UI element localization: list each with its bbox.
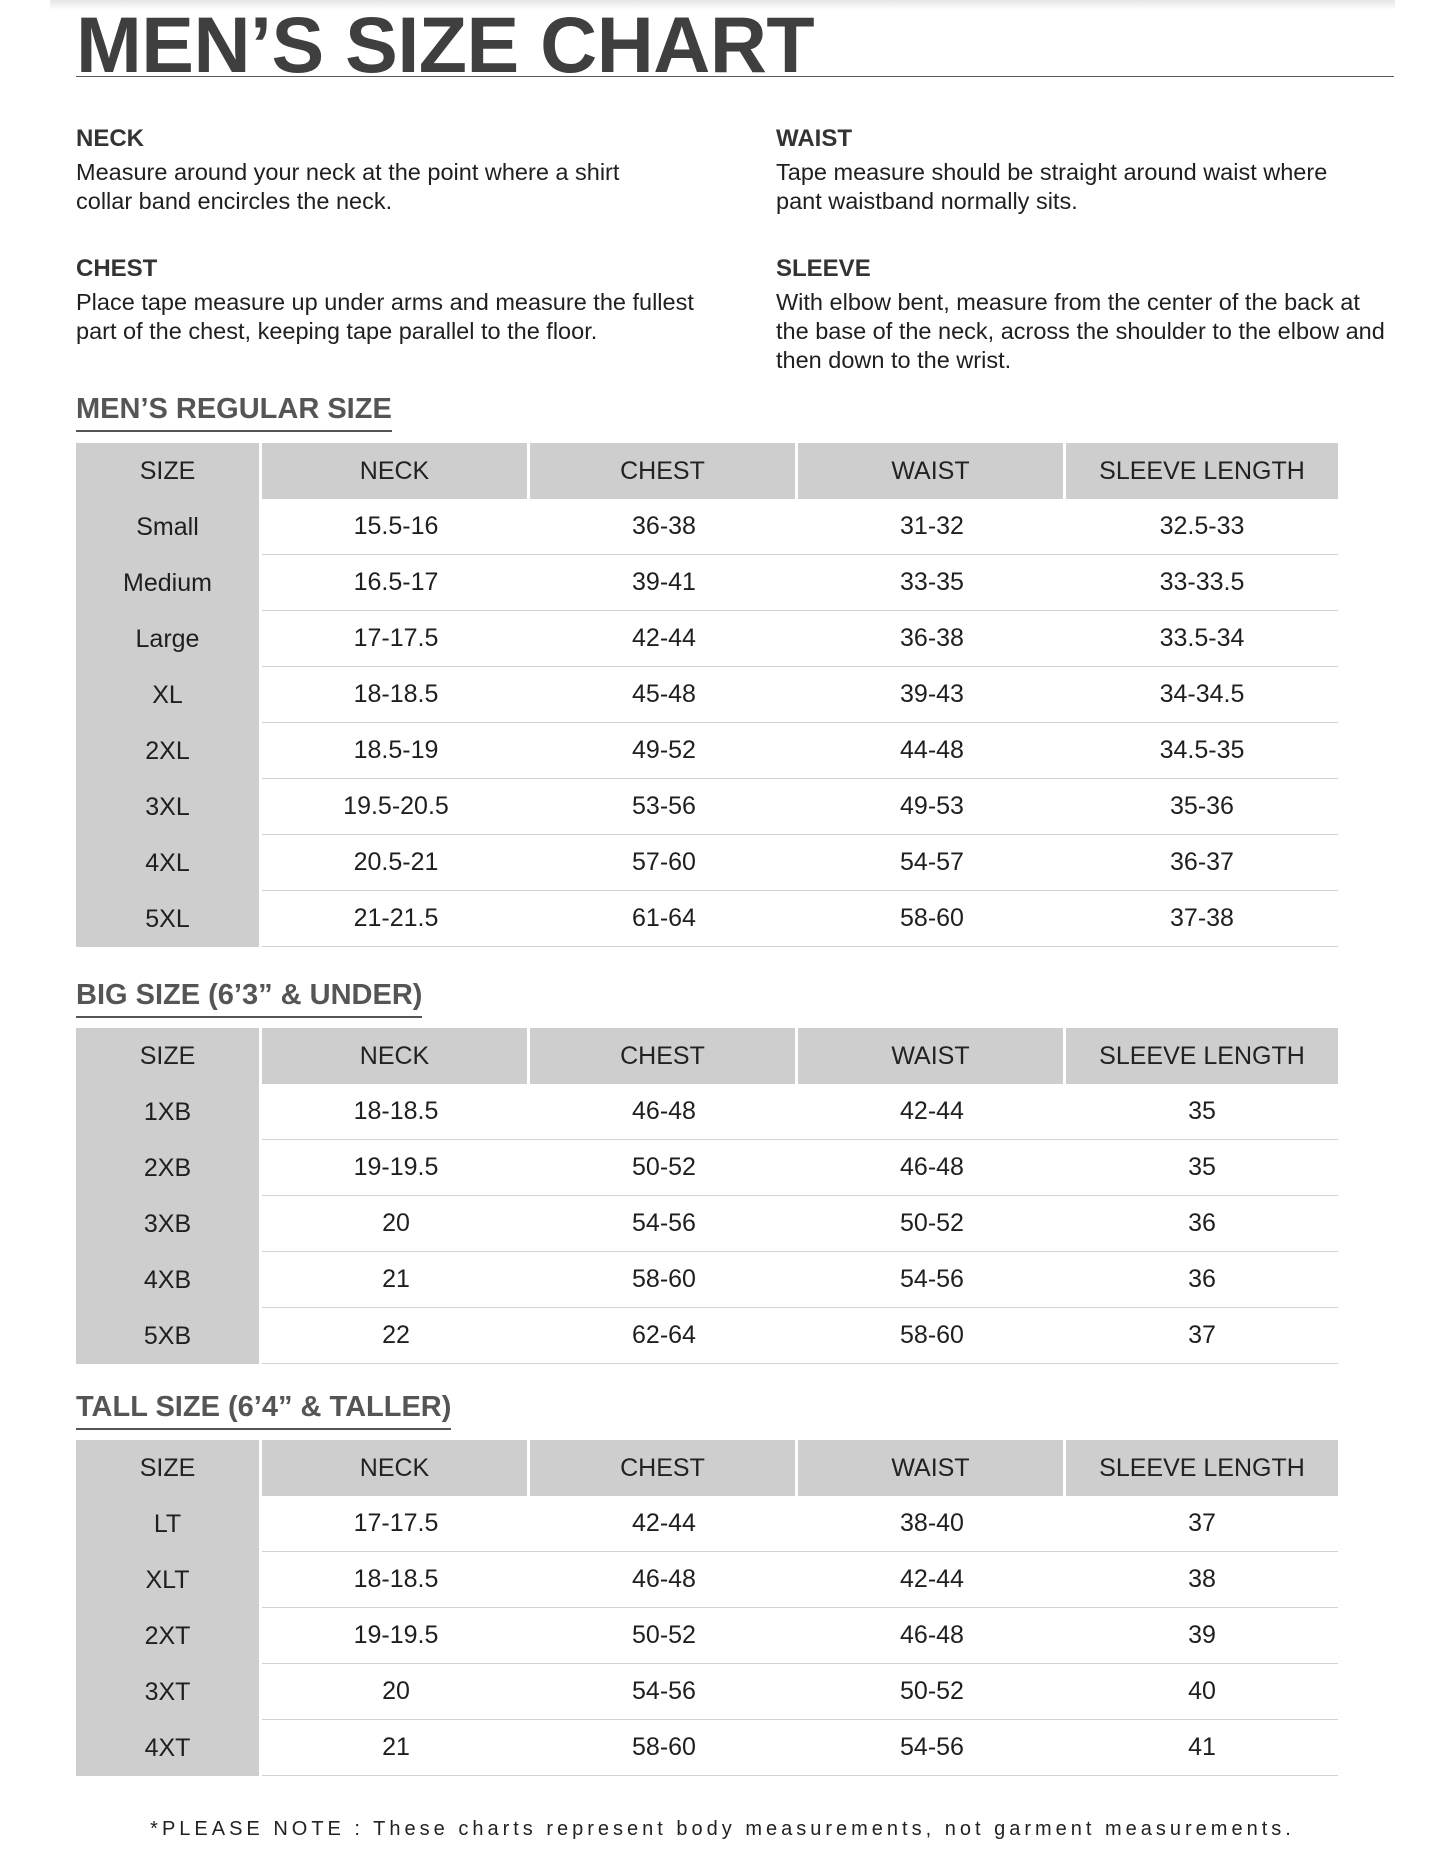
measurement-cell: 37 [1066, 1496, 1338, 1552]
size-label-cell: 3XT [76, 1664, 262, 1720]
size-label-cell: 5XB [76, 1308, 262, 1364]
column-header: WAIST [798, 1440, 1066, 1496]
measurement-cell: 39-43 [798, 667, 1066, 723]
measurement-cell: 46-48 [798, 1608, 1066, 1664]
measurement-cell: 36 [1066, 1196, 1338, 1252]
table-header-row [76, 443, 1338, 499]
measurement-cell: 54-56 [530, 1664, 798, 1720]
table-header-row [76, 1440, 1338, 1496]
table-row [76, 555, 1338, 611]
measurement-cell: 18.5-19 [262, 723, 530, 779]
table-row [76, 1664, 1338, 1720]
table-header-row [76, 1028, 1338, 1084]
measurement-cell: 38 [1066, 1552, 1338, 1608]
measurement-cell: 36-38 [530, 499, 798, 555]
measurement-cell: 40 [1066, 1664, 1338, 1720]
measurement-cell: 34.5-35 [1066, 723, 1338, 779]
size-label-cell: 1XB [76, 1084, 262, 1140]
sleeve-guide-text: With elbow bent, measure from the center of the back at the base of the neck, across the shoulder to the elbow and then down to the wrist. [776, 289, 1385, 373]
table-row [76, 1308, 1338, 1364]
size-label-cell: 2XT [76, 1608, 262, 1664]
column-header: WAIST [798, 443, 1066, 499]
measurement-cell: 17-17.5 [262, 1496, 530, 1552]
measurement-cell: 19-19.5 [262, 1140, 530, 1196]
measurement-cell: 50-52 [798, 1196, 1066, 1252]
measurement-cell: 58-60 [798, 1308, 1066, 1364]
tall-size-table [76, 1440, 1338, 1776]
table-row [76, 835, 1338, 891]
measurement-cell: 18-18.5 [262, 667, 530, 723]
table-row [76, 499, 1338, 555]
table-row [76, 779, 1338, 835]
measurement-cell: 36-37 [1066, 835, 1338, 891]
size-label-cell: 4XT [76, 1720, 262, 1776]
size-label-cell: 2XB [76, 1140, 262, 1196]
table-row [76, 1084, 1338, 1140]
measurement-cell: 54-56 [798, 1252, 1066, 1308]
measurement-cell: 37 [1066, 1308, 1338, 1364]
size-label-cell: 3XB [76, 1196, 262, 1252]
column-header: SIZE [76, 443, 262, 499]
footnote: *PLEASE NOTE : These charts represent body measurements, not garment measurements. [150, 1818, 1295, 1840]
measurement-cell: 58-60 [530, 1720, 798, 1776]
column-header: SIZE [76, 1028, 262, 1084]
page-title: MEN’S SIZE CHART [76, 0, 815, 89]
table-row [76, 891, 1338, 947]
measurement-cell: 15.5-16 [262, 499, 530, 555]
measurement-cell: 58-60 [798, 891, 1066, 947]
size-label-cell: 2XL [76, 723, 262, 779]
measurement-cell: 34-34.5 [1066, 667, 1338, 723]
column-header: SIZE [76, 1440, 262, 1496]
size-label-cell: 5XL [76, 891, 262, 947]
measurement-cell: 39-41 [530, 555, 798, 611]
table-row [76, 723, 1338, 779]
regular-size-table [76, 443, 1338, 947]
size-label-cell: XL [76, 667, 262, 723]
measurement-cell: 49-52 [530, 723, 798, 779]
table-row [76, 611, 1338, 667]
regular-size-title: MEN’S REGULAR SIZE [76, 392, 392, 432]
table-row [76, 1252, 1338, 1308]
column-header: NECK [262, 443, 530, 499]
measurement-cell: 53-56 [530, 779, 798, 835]
column-header: WAIST [798, 1028, 1066, 1084]
column-header: CHEST [530, 443, 798, 499]
column-header: SLEEVE LENGTH [1066, 1028, 1338, 1084]
measurement-cell: 17-17.5 [262, 611, 530, 667]
measurement-cell: 20 [262, 1196, 530, 1252]
size-label-cell: Large [76, 611, 262, 667]
measurement-cell: 46-48 [530, 1552, 798, 1608]
measurement-cell: 42-44 [530, 611, 798, 667]
waist-guide-text: Tape measure should be straight around waist where pant waistband normally sits. [776, 159, 1328, 214]
table-row [76, 1196, 1338, 1252]
measurement-cell: 54-56 [530, 1196, 798, 1252]
table-row [76, 1140, 1338, 1196]
size-label-cell: XLT [76, 1552, 262, 1608]
measurement-cell: 35-36 [1066, 779, 1338, 835]
measurement-cell: 39 [1066, 1608, 1338, 1664]
measurement-cell: 42-44 [798, 1552, 1066, 1608]
measurement-cell: 46-48 [530, 1084, 798, 1140]
column-header: NECK [262, 1028, 530, 1084]
measurement-cell: 54-56 [798, 1720, 1066, 1776]
title-divider [76, 76, 1394, 77]
waist-guide [776, 124, 1426, 216]
table-row [76, 1720, 1338, 1776]
measurement-cell: 49-53 [798, 779, 1066, 835]
measurement-cell: 37-38 [1066, 891, 1338, 947]
column-header: CHEST [530, 1440, 798, 1496]
measurement-cell: 50-52 [798, 1664, 1066, 1720]
chest-guide [76, 254, 726, 346]
measurement-cell: 22 [262, 1308, 530, 1364]
measurement-cell: 21 [262, 1720, 530, 1776]
measurement-cell: 21-21.5 [262, 891, 530, 947]
measurement-cell: 33-35 [798, 555, 1066, 611]
measurement-cell: 36-38 [798, 611, 1066, 667]
size-label-cell: 3XL [76, 779, 262, 835]
big-size-title: BIG SIZE (6’3” & UNDER) [76, 978, 422, 1018]
measurement-cell: 50-52 [530, 1140, 798, 1196]
table-row [76, 1608, 1338, 1664]
column-header: NECK [262, 1440, 530, 1496]
measurement-cell: 21 [262, 1252, 530, 1308]
neck-guide-text: Measure around your neck at the point where a shirt collar band encircles the neck. [76, 159, 620, 214]
neck-guide-heading: NECK [76, 125, 145, 152]
measurement-cell: 33.5-34 [1066, 611, 1338, 667]
table-row [76, 1496, 1338, 1552]
measurement-cell: 62-64 [530, 1308, 798, 1364]
size-label-cell: 4XB [76, 1252, 262, 1308]
measurement-cell: 54-57 [798, 835, 1066, 891]
column-header: SLEEVE LENGTH [1066, 443, 1338, 499]
measurement-cell: 16.5-17 [262, 555, 530, 611]
size-label-cell: 4XL [76, 835, 262, 891]
measurement-cell: 19-19.5 [262, 1608, 530, 1664]
sleeve-guide-heading: SLEEVE [776, 255, 871, 282]
measurement-cell: 36 [1066, 1252, 1338, 1308]
measurement-cell: 35 [1066, 1084, 1338, 1140]
measurement-cell: 18-18.5 [262, 1084, 530, 1140]
table-row [76, 1552, 1338, 1608]
neck-guide [76, 124, 726, 216]
waist-guide-heading: WAIST [776, 125, 852, 152]
measurement-cell: 42-44 [798, 1084, 1066, 1140]
chest-guide-text: Place tape measure up under arms and measure the fullest part of the chest, keeping tape parallel to the floor. [76, 289, 694, 344]
measurement-cell: 20.5-21 [262, 835, 530, 891]
measurement-cell: 57-60 [530, 835, 798, 891]
measurement-cell: 31-32 [798, 499, 1066, 555]
measurement-cell: 45-48 [530, 667, 798, 723]
measurement-cell: 42-44 [530, 1496, 798, 1552]
column-header: CHEST [530, 1028, 798, 1084]
measurement-cell: 33-33.5 [1066, 555, 1338, 611]
chest-guide-heading: CHEST [76, 255, 158, 282]
column-header: SLEEVE LENGTH [1066, 1440, 1338, 1496]
measurement-cell: 20 [262, 1664, 530, 1720]
measurement-cell: 46-48 [798, 1140, 1066, 1196]
measurement-cell: 18-18.5 [262, 1552, 530, 1608]
big-size-table [76, 1028, 1338, 1364]
measurement-cell: 19.5-20.5 [262, 779, 530, 835]
table-row [76, 667, 1338, 723]
measurement-cell: 41 [1066, 1720, 1338, 1776]
measurement-cell: 61-64 [530, 891, 798, 947]
measurement-cell: 32.5-33 [1066, 499, 1338, 555]
measurement-cell: 58-60 [530, 1252, 798, 1308]
size-label-cell: Medium [76, 555, 262, 611]
measurement-cell: 44-48 [798, 723, 1066, 779]
size-label-cell: Small [76, 499, 262, 555]
sleeve-guide [776, 254, 1426, 375]
measurement-cell: 50-52 [530, 1608, 798, 1664]
measurement-cell: 38-40 [798, 1496, 1066, 1552]
size-label-cell: LT [76, 1496, 262, 1552]
tall-size-title: TALL SIZE (6’4” & TALLER) [76, 1390, 451, 1430]
measurement-cell: 35 [1066, 1140, 1338, 1196]
